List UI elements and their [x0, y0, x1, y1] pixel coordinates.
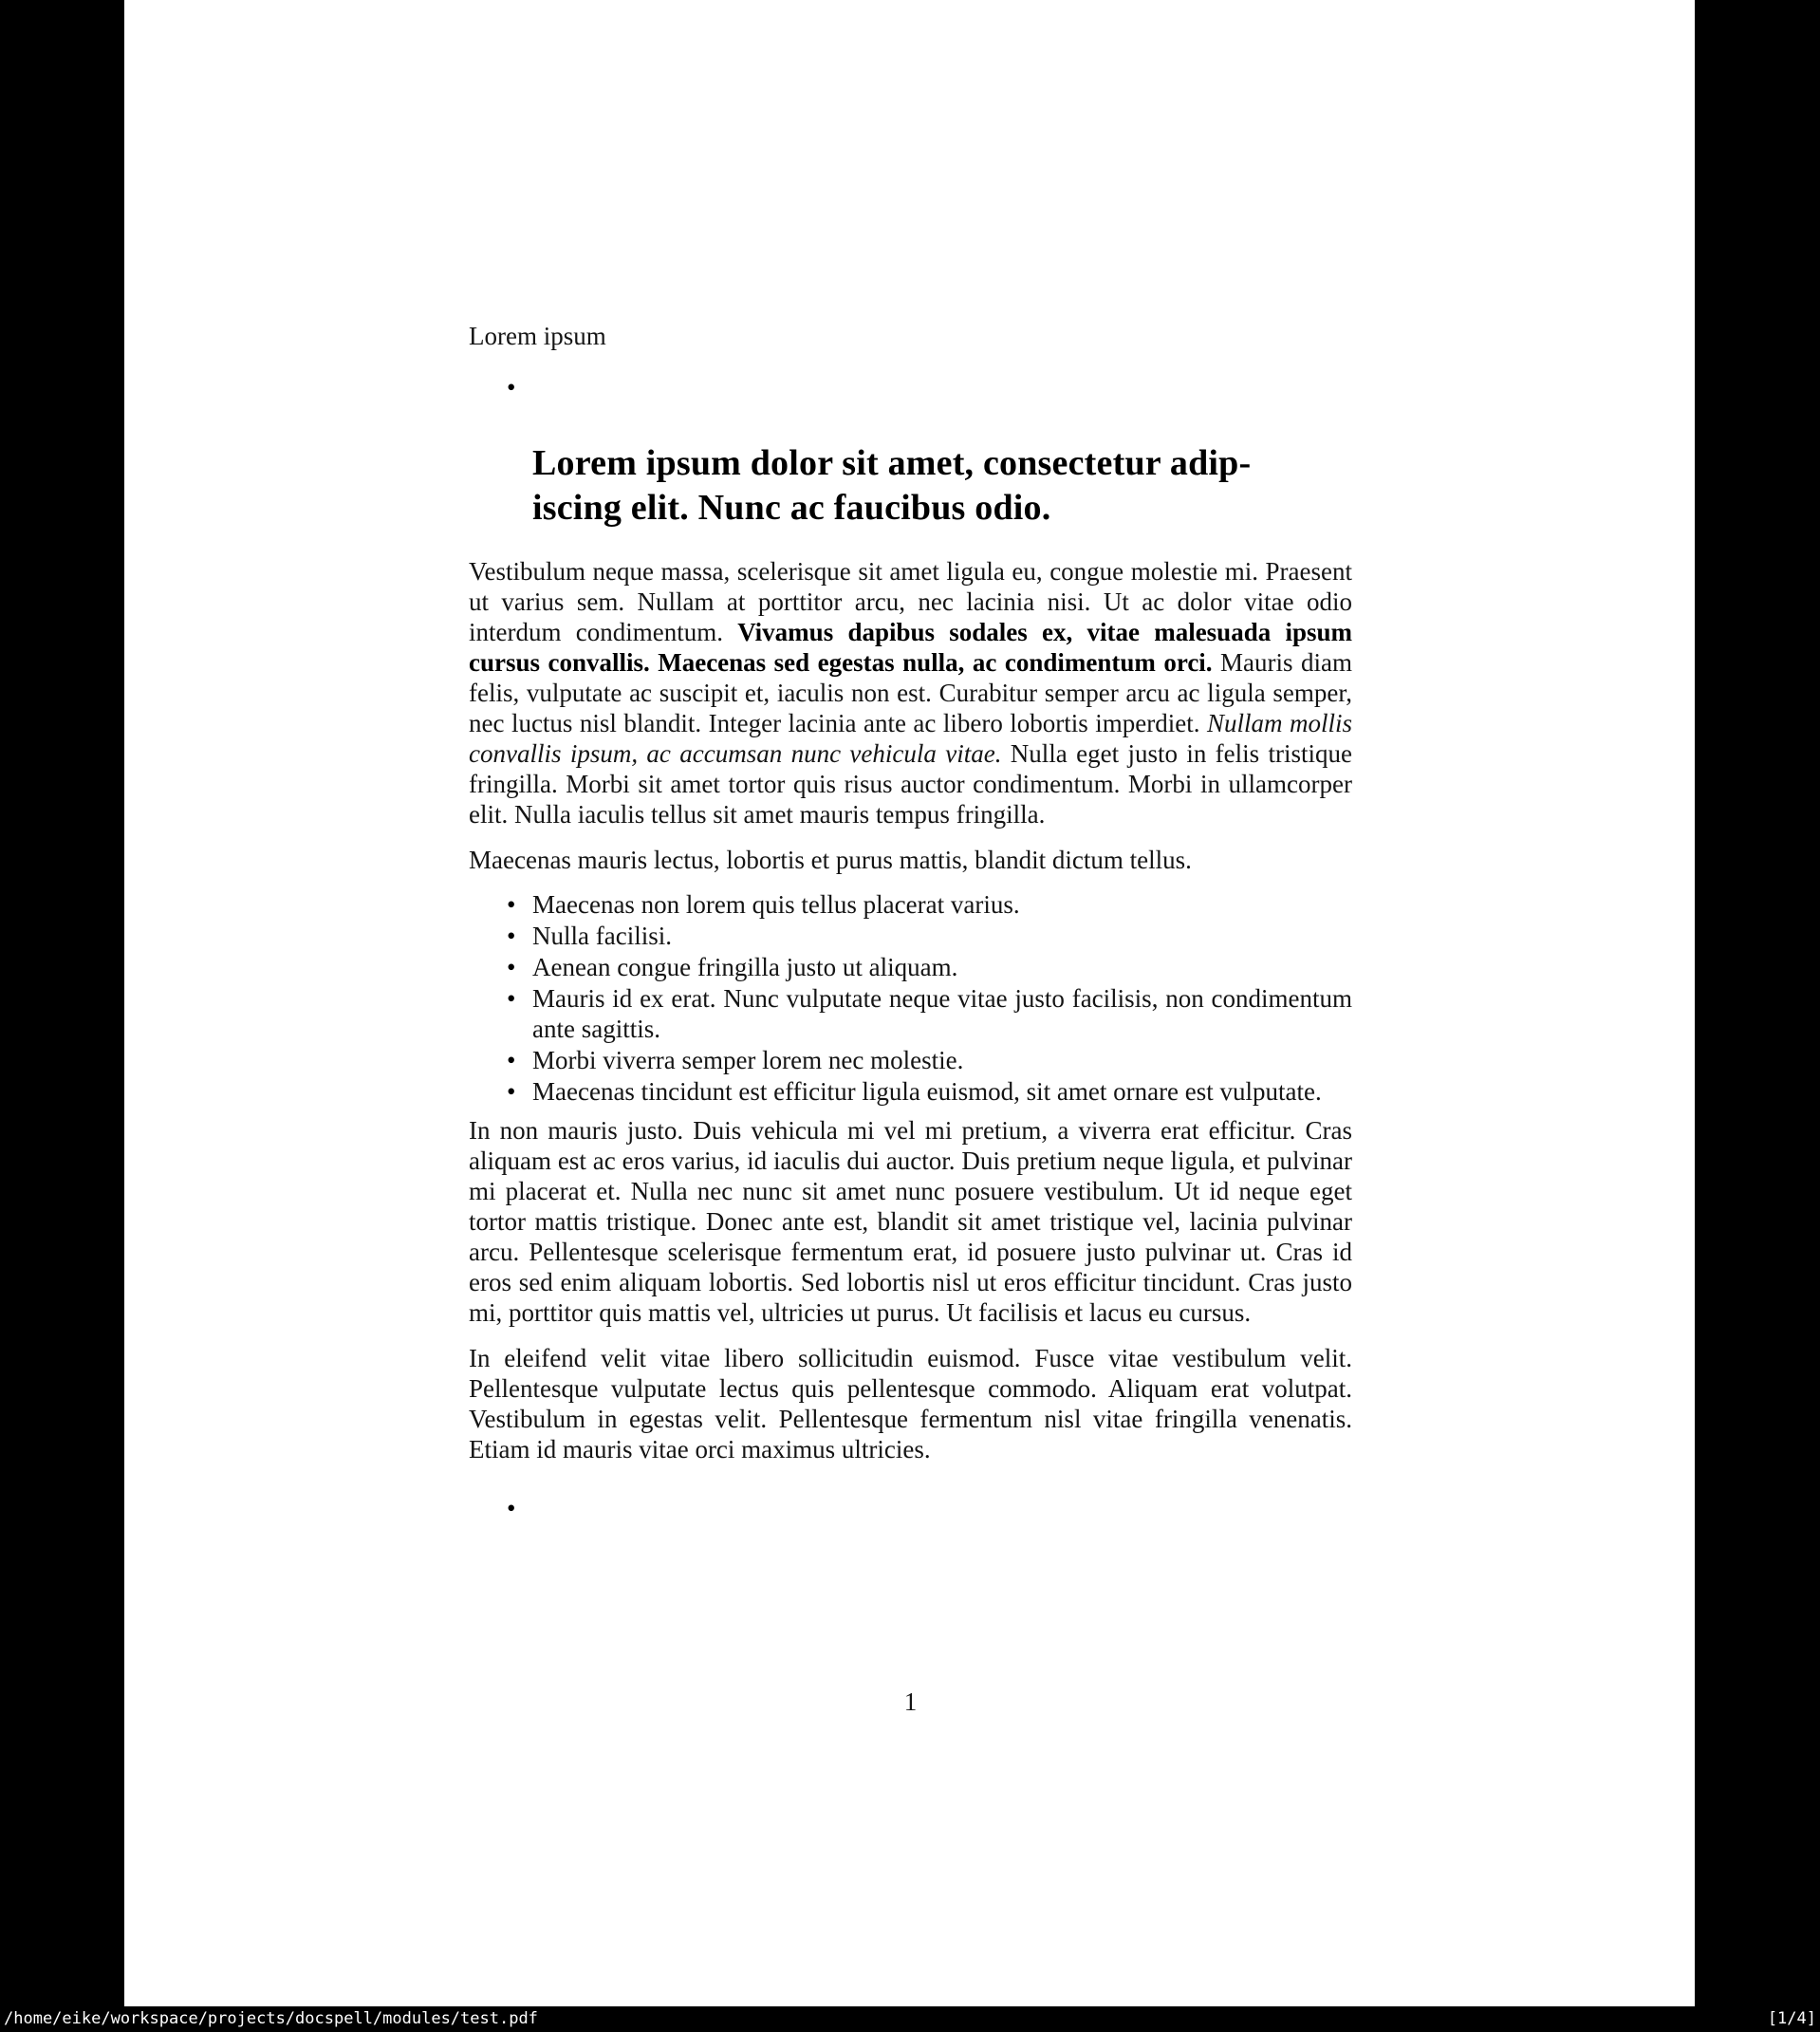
text-segment-normal: Mauris diam felis, vulputate ac suscipit et, iaculis non est. Curabitur semper arcu ac ligula semper, nec luctus nisl blandit. Integer lacinia ante ac libero lobortis imperdiet. — [469, 648, 1352, 737]
list-item — [469, 1045, 1352, 1075]
document-content — [469, 0, 1352, 1717]
bullet-icon: • — [507, 953, 516, 981]
bullet-icon: • — [507, 1494, 516, 1522]
paragraph-1 — [469, 556, 1352, 830]
list-item-text: Morbi viverra semper lorem nec molestie. — [532, 1046, 964, 1074]
opener-text: Lorem ipsum — [469, 322, 606, 350]
list-item — [469, 952, 1352, 982]
empty-list-item — [469, 1493, 1352, 1523]
text-segment-normal: Vestibulum neque massa, scelerisque sit amet ligula eu, congue molestie mi. Praesent ut varius sem. Nullam at porttitor arcu, nec lacinia nisi. Ut ac dolor vitae odio interdum condimentum. — [469, 557, 1352, 646]
pdf-page[interactable] — [124, 0, 1695, 2006]
list-item — [469, 921, 1352, 951]
statusbar-page-indicator: [1/4] — [1767, 2009, 1816, 2028]
bullet-list — [469, 889, 1352, 1107]
statusbar-file-path: /home/eike/workspace/projects/docspell/modules/test.pdf — [4, 2009, 538, 2028]
list-item-text: Aenean congue fringilla justo ut aliquam. — [532, 953, 958, 981]
section-heading-line-1: Lorem ipsum dolor sit amet, consectetur adip- — [532, 443, 1252, 483]
list-item — [469, 1076, 1352, 1107]
section-heading — [532, 441, 1352, 531]
bullet-icon: • — [507, 890, 516, 919]
section-heading-line-2: iscing elit. Nunc ac faucibus odio. — [532, 488, 1051, 528]
bullet-icon: • — [507, 373, 516, 401]
list-item-text: Maecenas tincidunt est efficitur ligula euismod, sit amet ornare est vulputate. — [532, 1077, 1322, 1106]
paragraph-2: Maecenas mauris lectus, lobortis et purus mattis, blandit dictum tellus. — [469, 846, 1192, 874]
list-item-text: Nulla facilisi. — [532, 922, 672, 950]
empty-list-item — [469, 372, 1352, 402]
list-item — [469, 889, 1352, 920]
bullet-icon: • — [507, 922, 516, 950]
paragraph-4: In eleifend velit vitae libero sollicitudin euismod. Fusce vitae vestibulum velit. Pellentesque vulputate lectus quis pellentesque commodo. Aliquam erat volutpat. Vestibulum in egestas velit. Pellentesque fermentum nisl vitae fringilla venenatis. Etiam id mauris vitae orci maximus ultricies. — [469, 1344, 1352, 1463]
statusbar — [0, 2006, 1820, 2032]
bullet-icon: • — [507, 984, 516, 1013]
text-segment-italic: Nullam mollis convallis ipsum, ac accumsan nunc vehicula vitae. — [469, 709, 1352, 768]
text-segment-bold: Vivamus dapibus sodales ex, vitae malesuada ipsum cursus convallis. Maecenas sed egestas nulla, ac condimentum orci. — [469, 618, 1352, 677]
list-item-text: Maecenas non lorem quis tellus placerat varius. — [532, 890, 1020, 919]
page-number: 1 — [903, 1687, 918, 1716]
bullet-icon: • — [507, 1046, 516, 1074]
list-item — [469, 983, 1352, 1044]
list-item-text: Mauris id ex erat. Nunc vulputate neque vitae justo facilisis, non condimentum ante sagittis. — [532, 984, 1352, 1043]
text-segment-normal: Nulla eget justo in felis tristique fringilla. Morbi sit amet tortor quis risus auctor condimentum. Morbi in ullamcorper elit. Nulla iaculis tellus sit amet mauris tempus fringilla. — [469, 739, 1352, 829]
paragraph-3: In non mauris justo. Duis vehicula mi vel mi pretium, a viverra erat efficitur. Cras aliquam est ac eros varius, id iaculis dui auctor. Duis pretium neque ligula, et pulvinar mi placerat et. Nulla nec nunc sit amet nunc posuere vestibulum. Ut id neque eget tortor mattis tristique. Donec ante est, blandit sit amet tristique vel, lacinia pulvinar arcu. Pellentesque scelerisque fermentum erat, id posuere justo pulvinar ut. Cras id eros sed enim aliquam lobortis. Sed lobortis nisl ut eros efficitur tincidunt. Cras justo mi, porttitor quis mattis vel, ultricies ut purus. Ut facilisis et lacus eu cursus. — [469, 1116, 1352, 1327]
bullet-icon: • — [507, 1077, 516, 1106]
